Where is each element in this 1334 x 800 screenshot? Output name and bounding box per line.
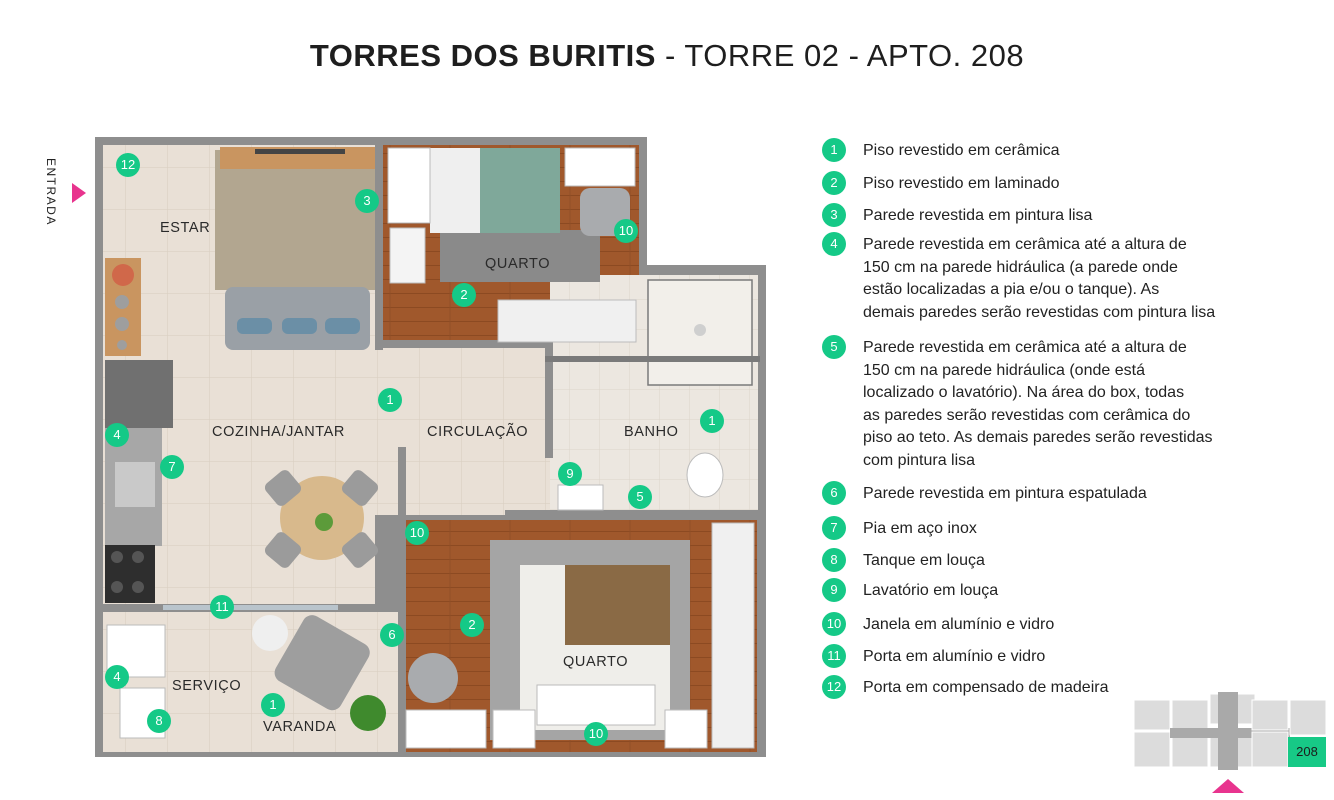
plan-marker: 6 (380, 623, 404, 647)
legend-number: 6 (822, 481, 846, 505)
legend-number: 2 (822, 171, 846, 195)
washbasin (558, 485, 603, 510)
plan-marker: 7 (160, 455, 184, 479)
wardrobe-bottom (712, 523, 754, 748)
title-building: TORRES DOS BURITIS (309, 38, 656, 73)
plan-marker: 8 (147, 709, 171, 733)
plan-marker: 4 (105, 665, 129, 689)
entrance-label: ENTRADA (44, 158, 58, 226)
toilet (687, 453, 723, 497)
plan-marker: 5 (628, 485, 652, 509)
desk-top (565, 148, 635, 186)
room-label-cozinha: COZINHA/JANTAR (212, 424, 345, 440)
legend-number: 10 (822, 612, 846, 636)
legend-text: Piso revestido em laminado (863, 175, 1060, 192)
legend-text: Pia em aço inox (863, 520, 977, 537)
side-table (252, 615, 288, 651)
legend-number: 4 (822, 232, 846, 256)
title-unit: - TORRE 02 - APTO. 208 (655, 38, 1025, 73)
armchair-bedroom (408, 653, 458, 703)
living-rug (215, 150, 375, 290)
fridge (105, 360, 173, 428)
room-label-servico: SERVIÇO (172, 678, 242, 694)
plan-marker: 2 (452, 283, 476, 307)
plan-marker: 1 (378, 388, 402, 412)
legend-number: 11 (822, 644, 846, 668)
key-plan-arrow-icon (1212, 779, 1244, 793)
legend-number: 7 (822, 516, 846, 540)
plant (350, 695, 386, 731)
room-label-banho: BANHO (624, 424, 679, 440)
room-label-estar: ESTAR (160, 220, 211, 236)
legend-text: Tanque em louça (863, 552, 985, 569)
legend-text: Lavatório em louça (863, 582, 999, 599)
plan-marker: 4 (105, 423, 129, 447)
legend-text: Porta em compensado de madeira (863, 679, 1109, 696)
plan-marker: 12 (116, 153, 140, 177)
legend-number: 9 (822, 578, 846, 602)
shower-drain (694, 324, 706, 336)
plan-marker: 9 (558, 462, 582, 486)
legend-text: Janela em alumínio e vidro (863, 616, 1055, 633)
sink-inox (115, 462, 155, 507)
legend-number: 5 (822, 335, 846, 359)
room-label-varanda: VARANDA (263, 719, 337, 735)
plan-marker: 1 (261, 693, 285, 717)
legend-text: Parede revestida em cerâmica até a altura de 150 cm na parede hidráulica (onde está localizado o lavatório). Na área do box, todas as paredes serão revestidas com cerâmica do piso ao teto. As demais paredes serão revestidas com pintura lisa (863, 339, 1213, 469)
plan-marker: 10 (614, 219, 638, 243)
desk-bottom (406, 710, 486, 748)
key-plan-unit-label: 208 (1288, 737, 1326, 767)
legend-number: 1 (822, 138, 846, 162)
legend-text: Porta em alumínio e vidro (863, 648, 1046, 665)
legend-text: Parede revestida em pintura lisa (863, 207, 1093, 224)
plan-marker: 11 (210, 595, 234, 619)
legend-number: 12 (822, 675, 846, 699)
plan-marker: 10 (405, 521, 429, 545)
plan-marker: 3 (355, 189, 379, 213)
plan-marker: 1 (700, 409, 724, 433)
legend-number: 3 (822, 203, 846, 227)
room-label-quarto-top: QUARTO (485, 256, 551, 272)
plan-marker: 2 (460, 613, 484, 637)
legend-text: Parede revestida em pintura espatulada (863, 485, 1147, 502)
room-label-quarto-bottom: QUARTO (563, 654, 629, 670)
legend-number: 8 (822, 548, 846, 572)
room-label-circulacao: CIRCULAÇÃO (427, 424, 529, 440)
plan-marker: 10 (584, 722, 608, 746)
legend-text: Parede revestida em cerâmica até a altura de 150 cm na parede hidráulica (a parede onde estão localizadas a pia e/ou o tanque). As demais paredes serão revestidas com pintura lisa (863, 236, 1216, 321)
wardrobe-top (498, 300, 636, 342)
legend-text: Piso revestido em cerâmica (863, 142, 1060, 159)
